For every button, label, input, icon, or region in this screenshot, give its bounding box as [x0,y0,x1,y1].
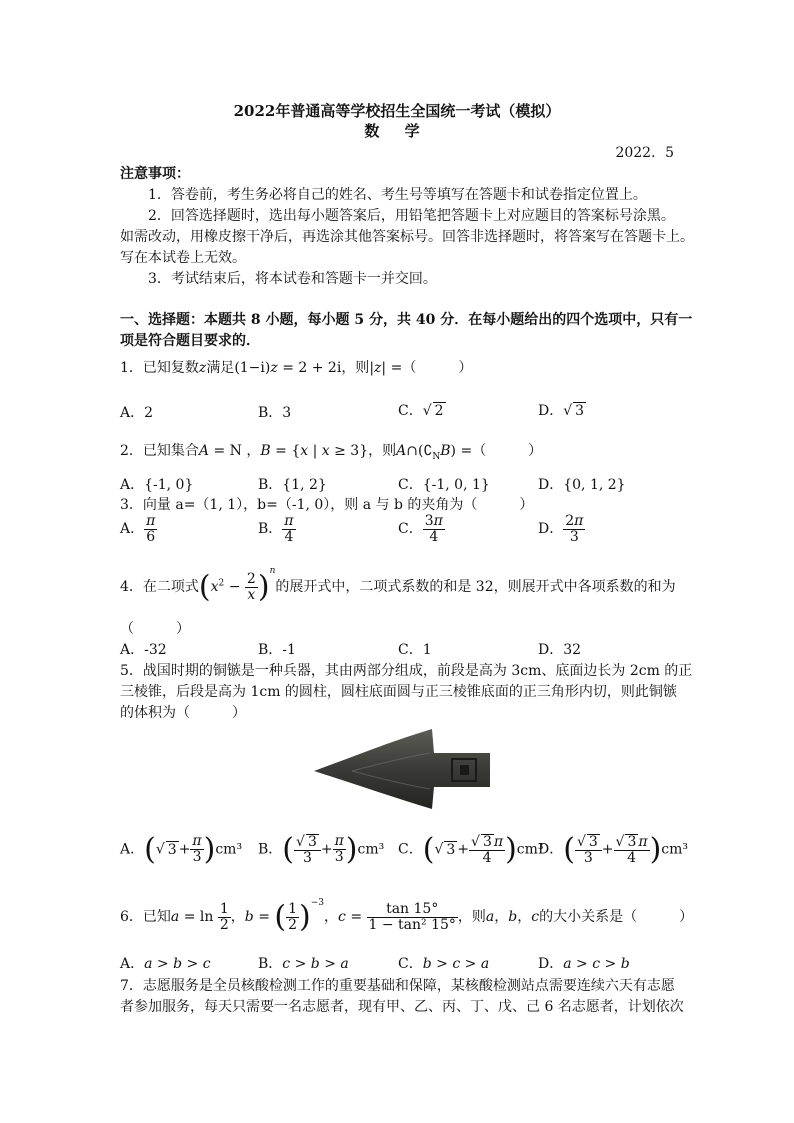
q5-option-d: D．( $\frac{√ 3}{3}$ + $\frac{√ 3 \pi}{4}$ )cm³ [538,832,689,867]
q5-option-b: B．( $\frac{√ 3}{3}$ + $\frac{\pi}{3}$ )cm³ [258,832,385,867]
note-item-2-cont: 如需改动，用橡皮擦干净后，再选涂其他答案标号。回答非选择题时，将答案写在答题卡上。 [120,229,694,245]
q3-option-d: D． $\frac{2\pi}{3}$ [538,513,584,545]
q4-option-c: C．1 [398,642,432,658]
question-3-stem: 3．向量 a=（1, 1），b=（-1, 0），则 a 与 b 的夹角为（ ） [120,497,534,513]
q4-option-d: D．32 [538,642,582,658]
question-5-line1: 5．战国时期的铜镞是一种兵器，其由两部分组成，前段是高为 3cm、底面边长为 2cm 的正 [120,663,693,679]
question-7-line2: 者参加服务，每天只需要一名志愿者，现有甲、乙、丙、丁、戊、己 6 名志愿者，计划依次 [120,999,684,1015]
bronze-arrowhead-image [312,727,492,811]
question-7-line1: 7．志愿服务是全员核酸检测工作的重要基础和保障，某核酸检测站点需要连续六天有志愿 [120,978,675,994]
exam-title: 2022年普通高等学校招生全国统一考试（模拟） [233,102,561,120]
q5-option-a: A．(√ 3 + $\frac{\pi}{3}$ )cm³ [120,832,243,867]
question-4-stem-cont: （ ） [120,621,190,637]
note-item-3: 3．考试结束后，将本试卷和答题卡一并交回。 [148,271,437,287]
question-1-stem: 1．已知复数z满足(1−i)z = 2 + 2i，则|z| =（ ） [120,360,473,376]
q3-option-a: A． $\frac{\pi}{6}$ [120,513,156,545]
notes-heading: 注意事项： [120,166,190,182]
note-item-1: 1．答卷前，考生务必将自己的姓名、考生号等填写在答题卡和试卷指定位置上。 [148,187,647,203]
q1-option-c: C．√ 2 [398,403,444,419]
question-4-stem: 4．在二项式($x^2$ − $\frac{2}{x}$ )$^n$的展开式中，二项式系数的和是 32，则展开式中各项系数的和为 [120,566,676,605]
question-5-line2: 三棱锥，后段是高为 1cm 的圆柱，圆柱底面圆与正三棱锥底面的正三角形内切，则此铜镞 [120,684,677,700]
section-heading-line1: 一、选择题：本题共 8 小题，每小题 5 分，共 40 分．在每小题给出的四个选项中，只有一 [120,312,693,328]
question-2-stem: 2．已知集合A = N ，B = {x | x ≥ 3}，则$A\cap(∁_NB)$ =（ ） [120,443,543,462]
q3-option-b: B． $\frac{\pi}{4}$ [258,513,294,545]
exam-subject: 数 学 [364,122,430,140]
q4-option-a: A．-32 [120,642,167,658]
q1-option-d: D．√ 3 [538,403,585,419]
q2-option-d: D．{0, 1, 2} [538,477,626,493]
note-item-2: 2．回答选择题时，选出每小题答案后，用铅笔把答题卡上对应题目的答案标号涂黑。 [148,208,675,224]
exam-date: 2022．5 [615,145,674,161]
section-heading-line2: 项是符合题目要求的． [120,333,260,349]
q4-option-b: B．-1 [258,642,296,658]
q6-option-c: C．b > c > a [398,956,490,972]
question-6-stem: 6．已知a = ln $\frac{1}{2}$ ，b = ( $\frac{1}{2}$ )$^{-3}$，c = $\frac{\tan 15^\circ}{\text{1 − tan² 15°}}$ ，则a，b，c的大小关系是（ ） [120,898,694,935]
q2-option-b: B．{1, 2} [258,477,327,493]
q2-option-a: A．{-1, 0} [120,477,194,493]
q5-option-c: C．(√ 3 + $\frac{√ 3 \pi}{4}$ )cm³ [398,832,544,867]
q6-option-a: A．a > b > c [120,956,211,972]
q6-option-b: B．c > b > a [258,956,349,972]
q3-option-c: C． $\frac{3\pi}{4}$ [398,513,443,545]
q6-option-d: D．a > c > b [538,956,630,972]
note-item-2-end: 写在本试卷上无效。 [120,250,246,266]
q1-option-b: B．3 [258,405,292,421]
q2-option-c: C．{-1, 0, 1} [398,477,490,493]
question-5-line3: 的体积为（ ） [120,705,246,721]
q1-option-a: A．2 [120,405,154,421]
